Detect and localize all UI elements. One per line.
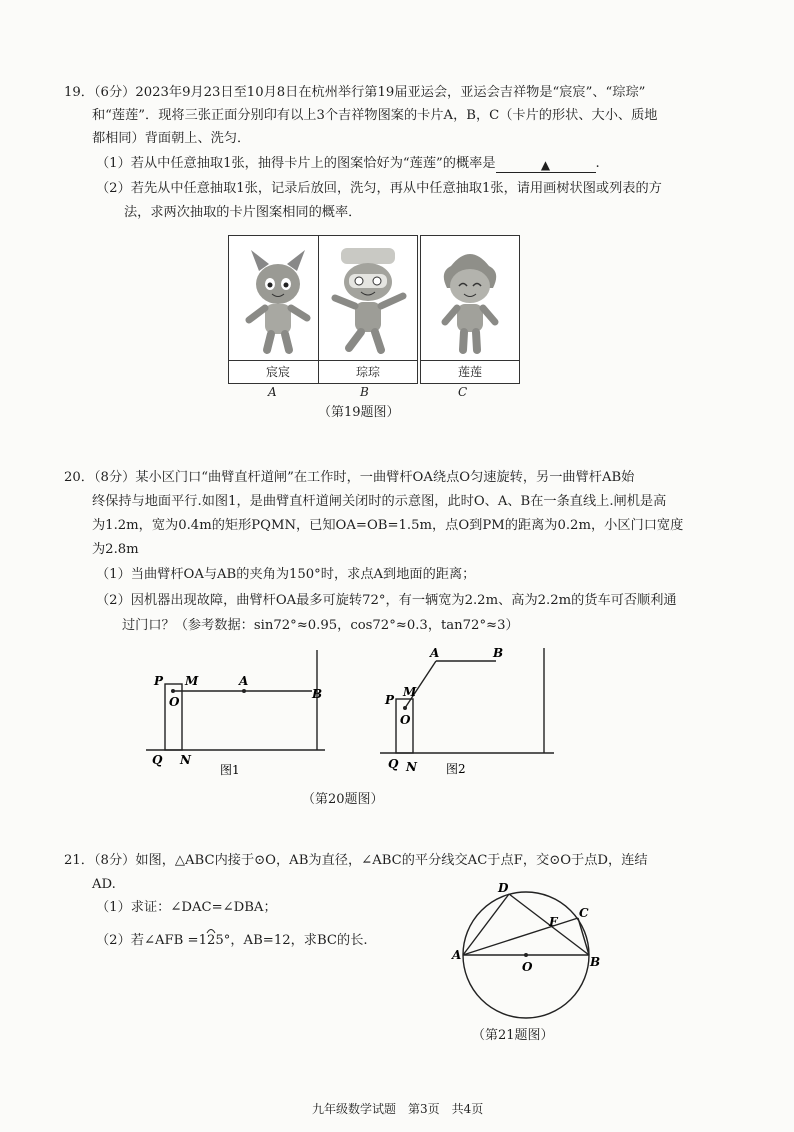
q21-circle-figure <box>448 876 608 1026</box>
label-P: P <box>154 674 164 688</box>
q20-caption: （第20题图） <box>302 792 384 807</box>
q19-line-3: 都相同）背面朝上、洗匀． <box>92 131 251 146</box>
label-M: M <box>403 685 417 699</box>
card-a-letter: A <box>268 385 277 399</box>
label-Q: Q <box>152 753 163 767</box>
label-Q: Q <box>388 757 399 771</box>
q21-line-1: 21．（8分）如图，△ABC内接于⊙O，AB为直径，∠ABC的平分线交AC于点F，交⊙O于点D，连结 <box>64 853 648 868</box>
card-c-name: 莲莲 <box>421 360 519 383</box>
answer-blank: ▲ <box>496 158 596 173</box>
q19-part-1-end: . <box>595 156 600 171</box>
q20-line-1: 20．（8分）某小区门口“曲臂直杆道闸”在工作时，一曲臂杆OA绕点O匀速旋转，另一曲臂杆AB始 <box>64 470 635 485</box>
q19-part-1 <box>96 155 600 173</box>
mascot-congcong-image <box>319 236 417 361</box>
q19-line-2: 和“莲莲”．现将三张正面分别印有以上3个吉祥物图案的卡片A，B，C（卡片的形状、大小、质地 <box>92 108 658 123</box>
label-M: M <box>185 674 199 688</box>
q21-line-2: AD. <box>92 877 116 892</box>
label-B: B <box>590 955 601 969</box>
q20-line-3: 为1.2m，宽为0.4m的矩形PQMN，已知OA=OB=1.5m，点O到PM的距离为0.2m，小区门口宽度 <box>92 518 684 533</box>
q21-part-1: （1）求证：∠DAC=∠DBA； <box>96 900 277 915</box>
q19-caption: （第19题图） <box>318 405 400 420</box>
q20-line-4: 为2.8m <box>92 542 139 557</box>
card-b-letter: B <box>360 385 369 399</box>
q21-caption: （第21题图） <box>472 1028 554 1043</box>
label-O: O <box>522 960 533 974</box>
mascot-card-a <box>228 235 328 384</box>
label-A: A <box>239 674 249 688</box>
q20-part-2b: 过门口？（参考数据：sin72°≈0.95，cos72°≈0.3，tan72°≈3） <box>122 618 519 633</box>
card-b-name: 琮琮 <box>319 360 417 383</box>
label-A: A <box>452 948 462 962</box>
q19-line-1: 19．（6分）2023年9月23日至10月8日在杭州举行第19届亚运会，亚运会吉祥物是“宸宸”、“琮琮” <box>64 85 646 100</box>
mascot-lianlian-image <box>421 236 519 361</box>
label-O: O <box>169 695 180 709</box>
label-N: N <box>180 753 191 767</box>
label-O: O <box>400 713 411 727</box>
fig1-label: 图1 <box>220 763 240 777</box>
label-D: D <box>498 881 509 895</box>
label-B: B <box>493 646 504 660</box>
card-c-letter: C <box>458 385 468 399</box>
fig2-label: 图2 <box>446 762 466 776</box>
label-A: A <box>430 646 440 660</box>
q21-part-2: （2）若∠AFB =125°，AB=12，求BC的长. <box>96 933 368 948</box>
q19-part-2b: 法，求两次抽取的卡片图案相同的概率． <box>124 205 362 220</box>
page-footer: 九年级数学试题 第3页 共4页 <box>312 1102 484 1116</box>
label-B: B <box>312 687 323 701</box>
q20-figure-1 <box>140 640 340 780</box>
card-a-name: 宸宸 <box>229 360 327 383</box>
label-N: N <box>406 760 417 774</box>
label-F: F <box>549 915 558 929</box>
label-C: C <box>579 906 589 920</box>
q19-part-1-text: （1）若从中任意抽取1张，抽得卡片上的图案恰好为“莲莲”的概率是 <box>96 156 496 171</box>
q19-part-2a: （2）若先从中任意抽取1张，记录后放回，洗匀，再从中任意抽取1张，请用画树状图或列表的方 <box>96 181 662 196</box>
mascot-card-b <box>318 235 418 384</box>
q20-part-1: （1）当曲臂杆OA与AB的夹角为150°时，求点A到地面的距离； <box>96 567 476 582</box>
q20-part-2a: （2）因机器出现故障，曲臂杆OA最多可旋转72°，有一辆宽为2.2m、高为2.2m的货车可否顺利通 <box>96 593 677 608</box>
q20-line-2: 终保持与地面平行.如图1，是曲臂直杆道闸关闭时的示意图，此时O、A、B在一条直线上.闸机是高 <box>92 494 667 509</box>
label-P: P <box>385 693 395 707</box>
arc-symbol <box>206 926 216 934</box>
mascot-chenchen-image <box>229 236 327 361</box>
mascot-card-c <box>420 235 520 384</box>
q20-figure-2 <box>376 640 566 780</box>
